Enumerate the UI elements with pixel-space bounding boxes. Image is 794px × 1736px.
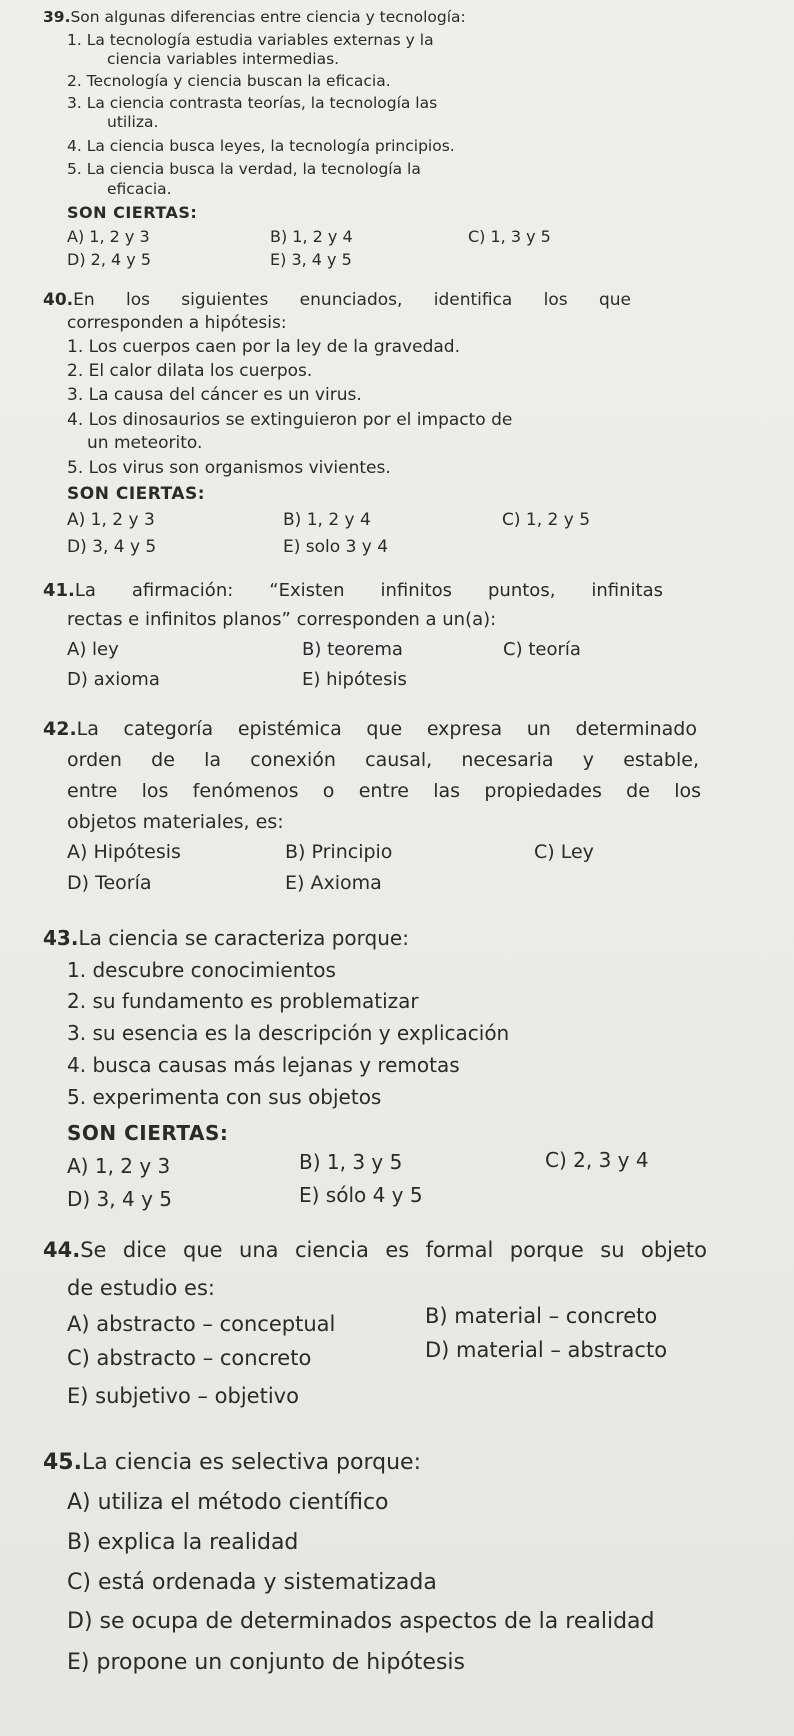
list-item-continuation: un meteorito. [87, 433, 203, 453]
list-item: 4. Los dinosaurios se extinguieron por el impacto de [67, 410, 513, 430]
question-stem-continuation: corresponden a hipótesis: [67, 313, 287, 333]
question-stem-continuation: orden de la conexión causal, necesaria y estable, [67, 749, 699, 771]
option-c[interactable]: C) 2, 3 y 4 [545, 1148, 649, 1172]
list-item-continuation: eficacia. [107, 180, 172, 198]
question-stem: 42.La categoría epistémica que expresa un determinado [43, 718, 697, 740]
option-c[interactable]: C) 1, 2 y 5 [502, 510, 591, 530]
question-stem: 44.Se dice que una ciencia es formal porque su objeto [43, 1238, 707, 1262]
option-e[interactable]: E) hipótesis [302, 669, 407, 690]
question-stem-continuation: objetos materiales, es: [67, 811, 284, 833]
option-d[interactable]: D) 2, 4 y 5 [67, 250, 151, 269]
option-b[interactable]: B) 1, 2 y 4 [283, 510, 371, 530]
option-e[interactable]: E) solo 3 y 4 [283, 537, 389, 557]
option-c[interactable]: C) Ley [534, 841, 594, 863]
option-a[interactable]: A) abstracto – conceptual [67, 1312, 336, 1336]
question-stem-continuation: rectas e infinitos planos” corresponden a un(a): [67, 609, 497, 630]
option-d[interactable]: D) Teoría [67, 872, 152, 894]
list-item: 4. busca causas más lejanas y remotas [67, 1053, 460, 1077]
list-item: 3. La ciencia contrasta teorías, la tecnología las [67, 94, 438, 112]
list-item: 3. su esencia es la descripción y explicación [67, 1021, 510, 1045]
question-number: 44. [43, 1238, 81, 1262]
option-c[interactable]: C) abstracto – concreto [67, 1346, 312, 1370]
option-a[interactable]: A) Hipótesis [67, 841, 181, 863]
prompt-label: SON CIERTAS: [67, 484, 206, 504]
list-item: 1. Los cuerpos caen por la ley de la gravedad. [67, 337, 460, 357]
option-d[interactable]: D) material – abstracto [425, 1338, 668, 1362]
option-a[interactable]: A) utiliza el método científico [67, 1490, 389, 1515]
option-a[interactable]: A) ley [67, 639, 119, 660]
option-c[interactable]: C) teoría [503, 639, 581, 660]
option-a[interactable]: A) 1, 2 y 3 [67, 1154, 171, 1178]
question-stem: 39.Son algunas diferencias entre ciencia y tecnología: [43, 8, 466, 26]
option-e[interactable]: E) propone un conjunto de hipótesis [67, 1650, 465, 1675]
question-number: 41. [43, 580, 75, 601]
option-e[interactable]: E) sólo 4 y 5 [299, 1183, 423, 1207]
option-b[interactable]: B) explica la realidad [67, 1530, 299, 1555]
question-stem: 41.La afirmación: “Existen infinitos puntos, infinitas [43, 580, 663, 601]
list-item: 5. La ciencia busca la verdad, la tecnología la [67, 160, 421, 178]
option-d[interactable]: D) axioma [67, 669, 160, 690]
list-item: 2. El calor dilata los cuerpos. [67, 361, 313, 381]
prompt-label: SON CIERTAS: [67, 203, 198, 222]
option-e[interactable]: E) subjetivo – objetivo [67, 1384, 299, 1408]
list-item-continuation: ciencia variables intermedias. [107, 50, 340, 68]
list-item: 5. experimenta con sus objetos [67, 1085, 382, 1109]
list-item: 1. descubre conocimientos [67, 958, 336, 982]
option-b[interactable]: B) teorema [302, 639, 403, 660]
prompt-label: SON CIERTAS: [67, 1121, 229, 1145]
option-d[interactable]: D) se ocupa de determinados aspectos de la realidad [67, 1609, 655, 1634]
option-a[interactable]: A) 1, 2 y 3 [67, 227, 150, 246]
list-item: 2. su fundamento es problematizar [67, 989, 419, 1013]
option-c[interactable]: C) 1, 3 y 5 [468, 227, 551, 246]
question-stem-continuation: entre los fenómenos o entre las propiedades de los [67, 780, 701, 802]
question-number: 45. [43, 1450, 82, 1475]
option-d[interactable]: D) 3, 4 y 5 [67, 1187, 172, 1211]
question-number: 40. [43, 290, 74, 310]
question-number: 42. [43, 718, 77, 740]
list-item: 5. Los virus son organismos vivientes. [67, 458, 391, 478]
list-item: 3. La causa del cáncer es un virus. [67, 385, 362, 405]
list-item: 1. La tecnología estudia variables externas y la [67, 31, 434, 49]
option-b[interactable]: B) 1, 3 y 5 [299, 1150, 403, 1174]
option-b[interactable]: B) 1, 2 y 4 [270, 227, 353, 246]
option-b[interactable]: B) Principio [285, 841, 393, 863]
question-stem-continuation: de estudio es: [67, 1276, 215, 1300]
question-number: 43. [43, 926, 79, 950]
option-a[interactable]: A) 1, 2 y 3 [67, 510, 155, 530]
list-item-continuation: utiliza. [107, 113, 159, 131]
option-c[interactable]: C) está ordenada y sistematizada [67, 1570, 437, 1595]
list-item: 4. La ciencia busca leyes, la tecnología principios. [67, 137, 455, 155]
question-stem: 45.La ciencia es selectiva porque: [43, 1450, 421, 1475]
question-number: 39. [43, 8, 71, 26]
list-item: 2. Tecnología y ciencia buscan la eficacia. [67, 72, 391, 90]
option-d[interactable]: D) 3, 4 y 5 [67, 537, 157, 557]
option-e[interactable]: E) 3, 4 y 5 [270, 250, 352, 269]
question-stem: 40.En los siguientes enunciados, identifica los que [43, 290, 631, 310]
option-e[interactable]: E) Axioma [285, 872, 382, 894]
option-b[interactable]: B) material – concreto [425, 1304, 658, 1328]
question-stem: 43.La ciencia se caracteriza porque: [43, 926, 409, 950]
